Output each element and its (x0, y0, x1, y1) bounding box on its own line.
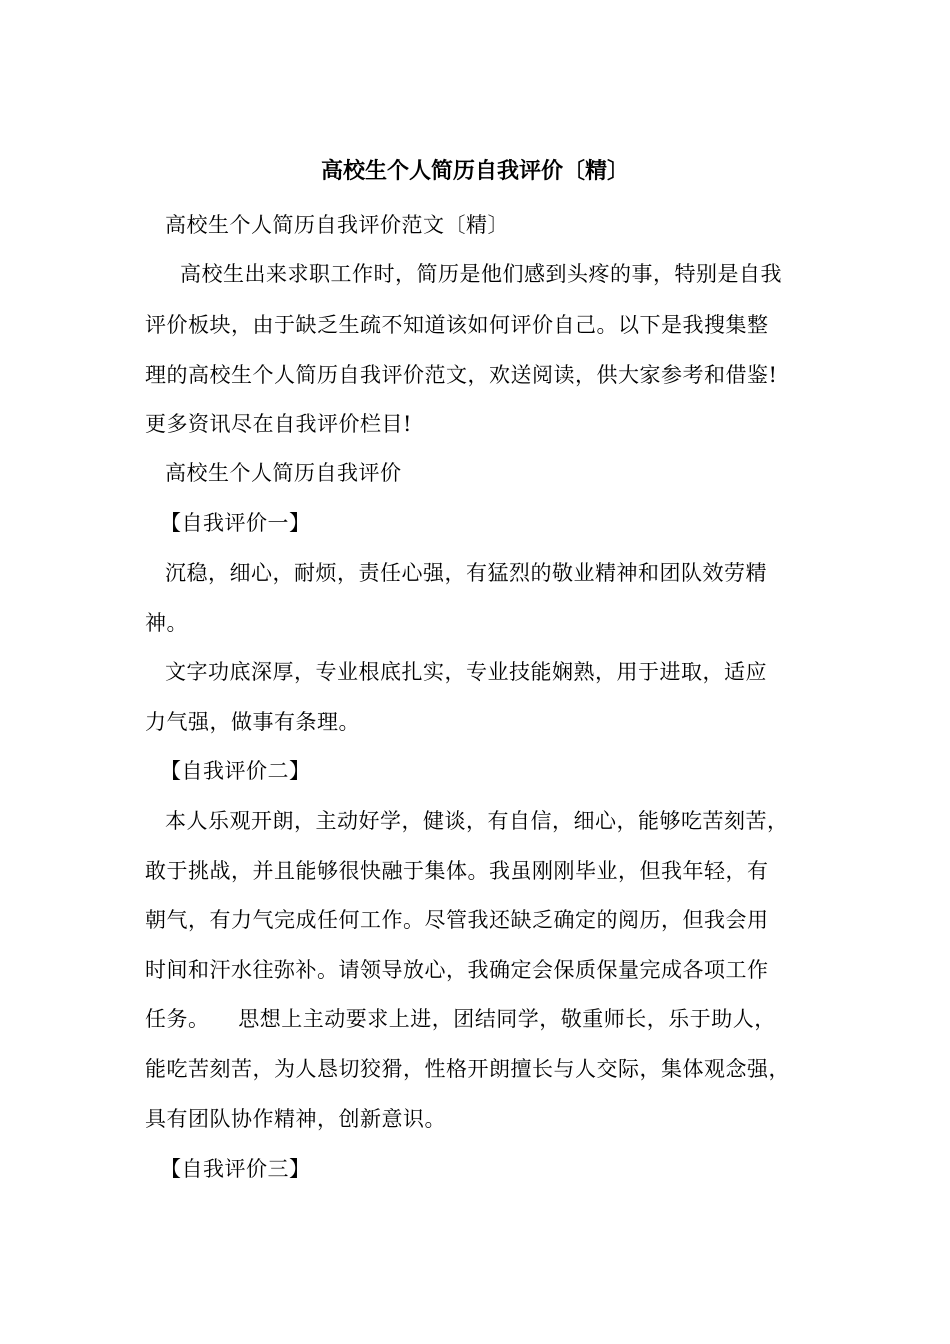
eval2-line-2: 敢于挑战，并且能够很快融于集体。我虽刚刚毕业，但我年轻，有 (145, 859, 769, 883)
document-subtitle: 高校生个人简历自我评价范文〔精〕 (165, 213, 509, 237)
eval1-para1-line-1: 沉稳，细心，耐烦，责任心强，有猛烈的敬业精神和团队效劳精 (165, 561, 767, 585)
eval1-para2-line-2: 力气强，做事有条理。 (145, 710, 360, 734)
eval2-line-5: 任务。 思想上主动要求上进，团结同学，敬重师长，乐于助人， (145, 1007, 776, 1031)
eval2-line-1: 本人乐观开朗，主动好学，健谈，有自信，细心，能够吃苦刻苦， (165, 809, 789, 833)
intro-line-4: 更多资讯尽在自我评价栏目! (145, 412, 412, 436)
eval3-heading: 【自我评价三】 (160, 1157, 311, 1181)
intro-line-1: 高校生出来求职工作时，简历是他们感到头疼的事，特别是自我 (180, 262, 782, 286)
intro-line-3: 理的高校生个人简历自我评价范文，欢送阅读，供大家参考和借鉴! (145, 363, 778, 387)
eval1-para1-line-2: 神。 (145, 611, 188, 635)
section-heading: 高校生个人简历自我评价 (165, 461, 402, 485)
eval2-line-7: 具有团队协作精神，创新意识。 (145, 1107, 446, 1131)
eval2-line-4: 时间和汗水往弥补。请领导放心，我确定会保质保量完成各项工作 (145, 958, 769, 982)
eval2-line-6: 能吃苦刻苦，为人恳切狡猾，性格开朗擅长与人交际，集体观念强， (145, 1057, 790, 1081)
eval1-para2-line-1: 文字功底深厚，专业根底扎实，专业技能娴熟，用于进取，适应 (165, 660, 767, 684)
document-title: 高校生个人简历自我评价〔精〕 (320, 158, 629, 184)
eval2-heading: 【自我评价二】 (160, 759, 311, 783)
intro-line-2: 评价板块，由于缺乏生疏不知道该如何评价自己。以下是我搜集整 (145, 313, 769, 337)
eval1-heading: 【自我评价一】 (160, 511, 311, 535)
eval2-line-3: 朝气，有力气完成任何工作。尽管我还缺乏确定的阅历，但我会用 (145, 908, 769, 932)
